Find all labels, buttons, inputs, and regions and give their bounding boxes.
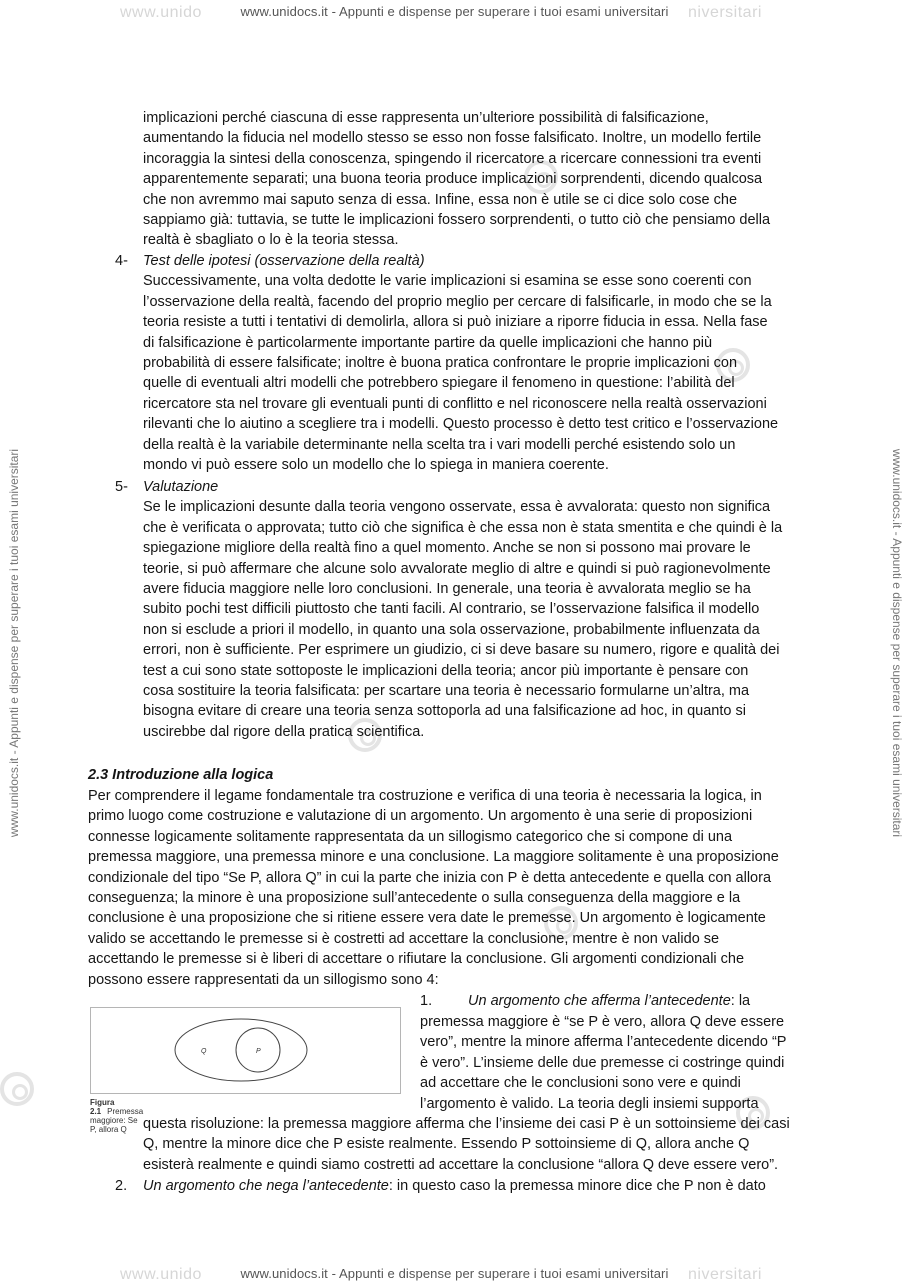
- footer-ghost-left: www.unido: [120, 1266, 202, 1283]
- text-line: l’osservazione della realtà, facendo del proprio meglio per cercare di falsificarle, in modo che se la: [143, 293, 772, 310]
- item-title: Test delle ipotesi (osservazione della realtà): [143, 253, 425, 269]
- set-p-label: P: [256, 1048, 261, 1055]
- text-line: test a cui sono state sottoposte le implicazioni della teoria; ancor più importante è pensare con: [143, 662, 749, 679]
- header-ghost-right: niversitari: [688, 4, 762, 21]
- text-line: questa risoluzione: la premessa maggiore afferma che l’insieme dei casi P è un sottoinsieme dei casi: [143, 1116, 790, 1132]
- list-item-rest: : la: [730, 993, 751, 1009]
- section-heading: 2.3 Introduzione alla logica: [88, 767, 274, 783]
- text-line: premessa maggiore è “se P è vero, allora Q deve essere: [420, 1014, 785, 1030]
- text-line: mondo vi può essere solo un modello che lo spiega in maniera coerente.: [143, 457, 609, 474]
- text-line: avere fiducia maggiore nelle loro conclusioni. In generale, una teoria è avvalorata meglio se ha: [143, 581, 751, 598]
- text-line: aumentando la fiducia nel modello stesso se esso non fosse falsificato. Inoltre, un modello fertile: [143, 130, 762, 147]
- text-line: bisogna evitare di creare una teoria senza sottoporla ad una falsificazione ad hoc, in quanto si: [143, 703, 746, 720]
- intro-paragraph: [143, 108, 827, 251]
- side-watermark-right: www.unidocs.it - Appunti e dispense per superare i tuoi esami universitari: [890, 448, 904, 838]
- text-line: che non avremmo mai saputo senza di essa. Infine, essa non è utile se ci dice solo cose che: [143, 191, 738, 208]
- text-line: Q, mentre la minore dice che P esiste realmente. Essendo P sottoinsieme di Q, allora anche Q: [143, 1136, 750, 1153]
- text-line: realtà è sbagliato o lo è la teoria stessa.: [143, 232, 399, 249]
- text-line: l’argomento è valido. La teoria degli insiemi supporta: [420, 1095, 759, 1112]
- list-item-title: Un argomento che afferma l’antecedente: [468, 993, 731, 1009]
- figure-caption-text: Premessa maggiore: Se P, allora Q: [90, 1107, 144, 1134]
- list-item-2: [143, 1176, 827, 1196]
- list-item-title: Un argomento che nega l’antecedente: [143, 1178, 389, 1194]
- header-watermark: www.unidocs.it - Appunti e dispense per superare i tuoi esami universitari: [240, 4, 669, 19]
- text-line: apparentemente separati; una buona teoria produce implicazioni sorprendenti, dicendo qualcosa: [143, 171, 763, 188]
- section-paragraph: [88, 786, 828, 990]
- text-line: condizionale del tipo “Se P, allora Q” in cui la parte che inizia con P è detta antecedente e quella con allora: [88, 869, 772, 886]
- item-4: [143, 251, 827, 475]
- text-line: è vero”. L’insieme delle due premesse ci costringe quindi: [420, 1054, 785, 1071]
- item-title: Valutazione: [143, 479, 219, 495]
- list-item-rest: : in questo caso la premessa minore dice che P non è dato: [388, 1178, 766, 1194]
- text-line: esisterà realmente e quindi siamo costretti ad accettare la conclusione “allora Q deve essere vero”.: [143, 1156, 779, 1173]
- figure-caption: [90, 1098, 143, 1134]
- text-line: che è verificata o approvata; tutto ciò che significa è che essa non è stata smentita e che quindi è la: [143, 519, 783, 536]
- text-line: conseguenza; la minore è una proposizione sull’antecedente o sulla conseguenza della maggiore e la: [88, 890, 741, 907]
- set-q-ellipse: [175, 1019, 307, 1081]
- text-line: uscirebbe dal rigore della pratica scientifica.: [143, 723, 425, 740]
- text-line: probabilità di essere falsificate; inoltre è buona pratica confrontare le proprie implicazioni con: [143, 355, 738, 372]
- list-item-1-body: [143, 1114, 827, 1175]
- set-diagram-figure: [90, 1007, 401, 1094]
- text-line: subito pochi test difficili piuttosto che tanti facili. Al contrario, se l’osservazione falsifica il modello: [143, 601, 760, 618]
- text-line: ad accettare che le conclusioni sono vere e quindi: [420, 1075, 741, 1092]
- text-line: ricercatore sta nel trovare gli eventuali punti di conflitto e nel riconoscere nella realtà osservazioni: [143, 395, 767, 412]
- set-diagram: [91, 1008, 400, 1093]
- text-line: vero”, mentre la minore afferma l’antecedente dicendo “P: [420, 1034, 787, 1051]
- list-number: 1.: [420, 993, 433, 1009]
- text-line: Successivamente, una volta dedotte le varie implicazioni si esamina se esse sono coerenti con: [143, 273, 752, 290]
- text-line: teoria resiste a tutti i tentativi di demolirla, allora si può iniziare a riporre fiducia in essa. Nella fase: [143, 314, 768, 331]
- text-line: incoraggia la sintesi della conoscenza, spingendo il ricercatore a ricercare connessioni tra eventi: [143, 150, 762, 167]
- list-number: 2.: [115, 1178, 128, 1194]
- text-line: rilevanti che lo aiutino a scegliere tra i modelli. Questo processo è detto test critico e l’osservazione: [143, 416, 779, 433]
- list-item-1-heading: [468, 991, 848, 1011]
- footer-ghost-right: niversitari: [688, 1266, 762, 1283]
- text-line: della realtà è la variabile determinante nella scelta tra i vari modelli perché esistendo solo un: [143, 436, 736, 453]
- text-line: Per comprendere il legame fondamentale tra costruzione e verifica di una teoria è necessaria la logica, in: [88, 788, 762, 804]
- text-line: implicazioni perché ciascuna di esse rappresenta un’ulteriore possibilità di falsificazione,: [143, 110, 709, 126]
- text-line: connesse logicamente solitamente rappresentata da un sillogismo categorico che si compone di una: [88, 828, 733, 845]
- text-line: teorie, si può affermare che alcune solo avvalorate meglio di altre e quindi si può ragionevolmente: [143, 560, 771, 577]
- side-watermark-left: www.unidocs.it - Appunti e dispense per superare i tuoi esami universitari: [7, 448, 21, 838]
- text-line: sappiamo già: tuttavia, se tutte le implicazioni fossero sorprendenti, o tutto ciò che pensiamo della: [143, 212, 771, 229]
- footer-watermark: www.unidocs.it - Appunti e dispense per superare i tuoi esami universitari: [240, 1266, 669, 1281]
- text-line: cosa sostituire la teoria falsificata: per scartare una teoria è necessario formularne un’altra, ma: [143, 683, 750, 700]
- text-line: valido se accettando le premesse si è costretti ad accettare la conclusione, mentre è non valido se: [88, 930, 720, 947]
- text-line: primo luogo come costruzione e valutazione di un argomento. Un argomento è una serie di proposizioni: [88, 808, 753, 825]
- text-line: quelle di eventuali altri modelli che potrebbero spiegare il fenomeno in questione: l’abilità del: [143, 375, 735, 392]
- list-item-1-wrap: [420, 1012, 840, 1114]
- text-line: conclusione è una proposizione che si ritiene essere vera date le premesse. Un argomento è logicamente: [88, 910, 766, 927]
- item-number: 5-: [115, 479, 128, 495]
- item-number: 4-: [115, 253, 128, 269]
- text-line: premessa maggiore, una premessa minore e una conclusione. La maggiore solitamente è una proposizione: [88, 849, 779, 866]
- figure-caption-number: Figura 2.1: [90, 1098, 115, 1116]
- item-5: [143, 477, 827, 742]
- watermark-logo-icon: [0, 1072, 34, 1106]
- text-line: possono essere rappresentati da un sillogismo sono 4:: [88, 971, 439, 988]
- header-ghost-left: www.unido: [120, 4, 202, 21]
- text-line: di falsificazione è particolarmente importante partire da quelle implicazioni che hanno più: [143, 334, 713, 351]
- text-line: spiegazione migliore della realtà fino a quel momento. Anche se non si possono mai provare le: [143, 540, 751, 557]
- text-line: non si esclude a priori il modello, in quanto una sola osservazione, probabilmente influenzata da: [143, 621, 760, 638]
- text-line: accettando le premesse si è liberi di accettare o rifiutare la conclusione. Gli argomenti condizionali che: [88, 951, 745, 968]
- text-line: errori, non è sufficiente. Per esprimere un giudizio, ci si deve basare su numero, rigore e qualità dei: [143, 642, 780, 659]
- text-line: Se le implicazioni desunte dalla teoria vengono osservate, essa è avvalorata: questo non significa: [143, 499, 771, 516]
- set-q-label: Q: [201, 1048, 207, 1055]
